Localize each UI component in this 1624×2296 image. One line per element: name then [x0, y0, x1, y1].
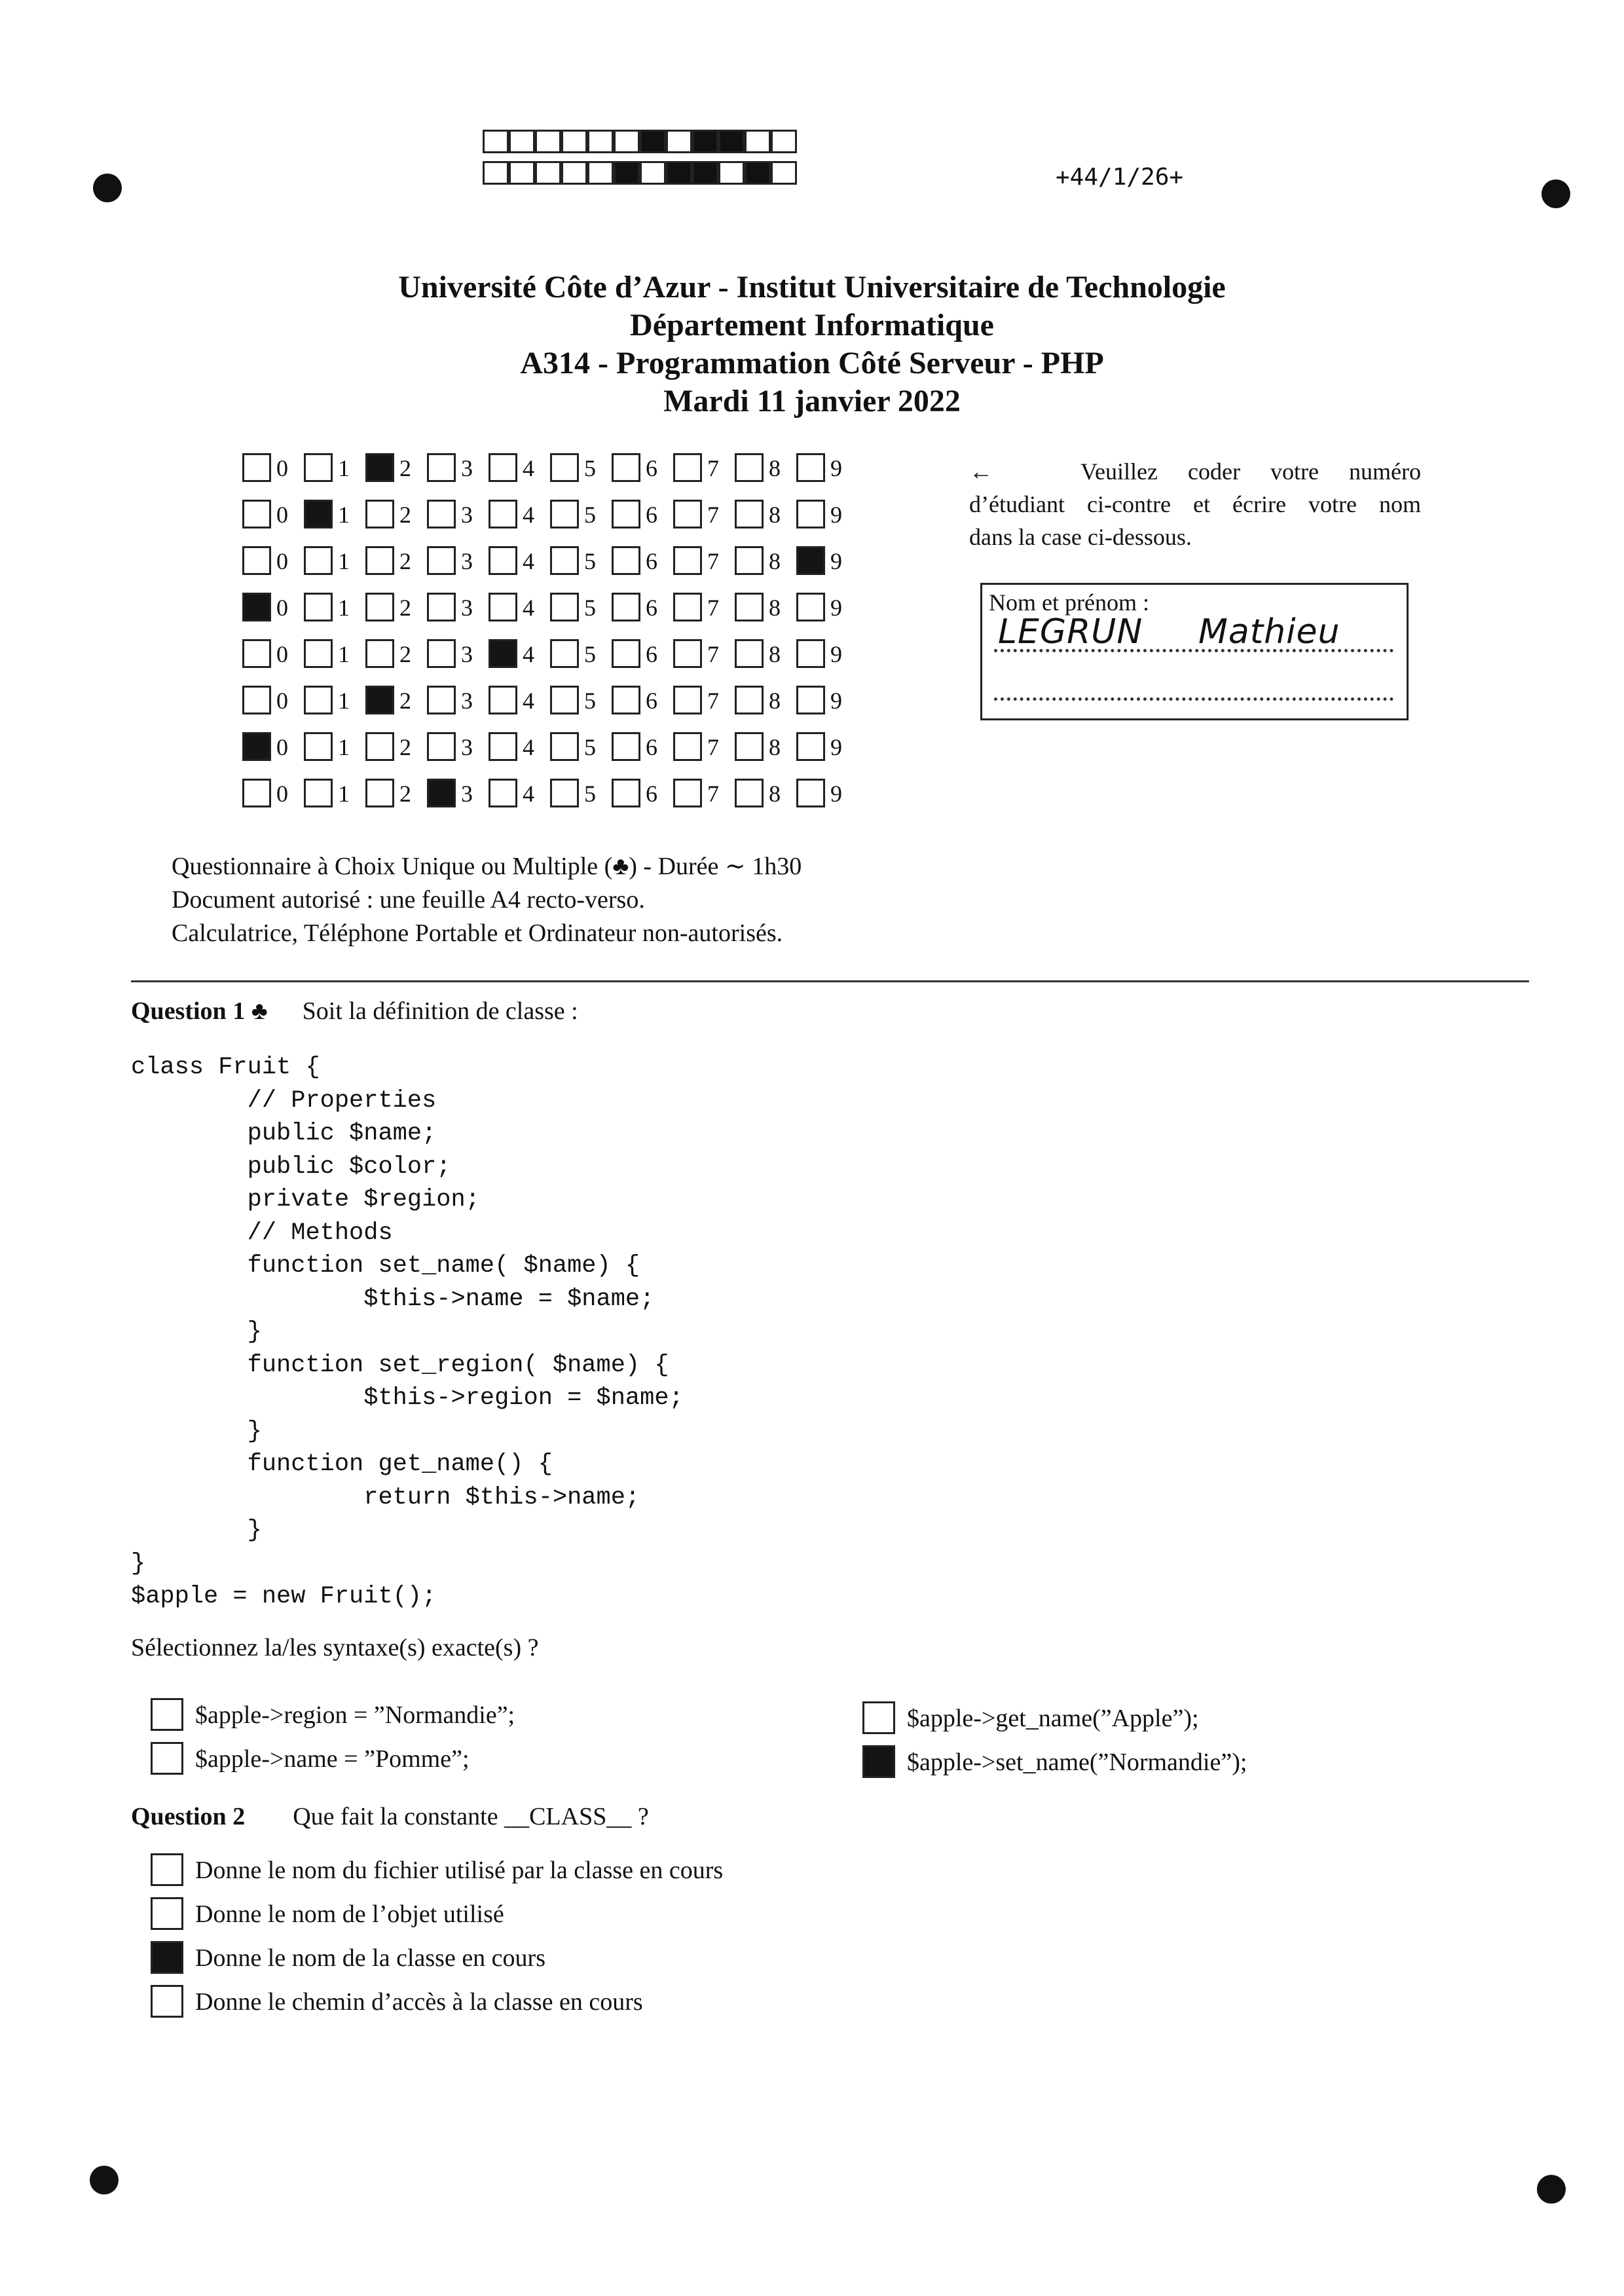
digit-label: 6 — [646, 502, 657, 528]
barcode-cell — [745, 130, 771, 153]
registration-mark-bottom-right — [1537, 2175, 1566, 2204]
barcode-cell — [561, 130, 587, 153]
digit-label: 7 — [707, 734, 719, 760]
question-1-code: class Fruit { // Properties public $name; public $color; private $region; // Methods function set_name( $name) { $this->name = $name; } function set_region( $name) { $this->region = $name; } function get_name() { return $this->name; } } $apple = new Fruit(); — [131, 1054, 684, 1610]
digit-label: 4 — [523, 502, 534, 528]
digit-checkbox[interactable] — [550, 639, 579, 668]
digit-checkbox[interactable] — [242, 546, 271, 575]
digit-checkbox[interactable] — [427, 453, 456, 482]
digit-checkbox[interactable] — [242, 593, 271, 621]
digit-checkbox[interactable] — [673, 779, 702, 807]
digit-checkbox[interactable] — [304, 686, 333, 714]
digit-label: 4 — [523, 455, 534, 481]
digit-checkbox[interactable] — [242, 732, 271, 761]
digit-label: 3 — [461, 502, 473, 528]
digit-checkbox[interactable] — [673, 593, 702, 621]
question-1-text: Soit la définition de classe : — [302, 997, 578, 1025]
digit-label: 2 — [399, 548, 411, 574]
digit-label: 1 — [338, 502, 350, 528]
digit-label: 5 — [584, 641, 596, 667]
digit-label: 5 — [584, 781, 596, 807]
digit-checkbox[interactable] — [550, 732, 579, 761]
digit-label: 3 — [461, 734, 473, 760]
digit-checkbox[interactable] — [735, 453, 764, 482]
checkbox[interactable] — [151, 1853, 183, 1886]
barcode-cell — [483, 161, 509, 185]
answer-text: Donne le chemin d’accès à la classe en cours — [195, 1988, 643, 2016]
barcode-cell — [718, 161, 745, 185]
barcode-cell — [692, 161, 718, 185]
digit-label: 9 — [830, 595, 842, 621]
digit-label: 9 — [830, 734, 842, 760]
digit-label: 2 — [399, 455, 411, 481]
checkbox[interactable] — [151, 1698, 183, 1731]
checkbox[interactable] — [862, 1701, 895, 1734]
digit-checkbox[interactable] — [550, 593, 579, 621]
exam-date: Mardi 11 janvier 2022 — [663, 384, 961, 418]
handwritten-surname: LEGRUN — [998, 612, 1143, 652]
checkbox[interactable] — [151, 1985, 183, 2018]
digit-checkbox[interactable] — [673, 546, 702, 575]
digit-checkbox[interactable] — [796, 546, 825, 575]
registration-mark-bottom-left — [90, 2166, 119, 2194]
barcode-cell — [535, 161, 561, 185]
barcode-cell — [587, 130, 614, 153]
digit-label: 2 — [399, 502, 411, 528]
digit-checkbox[interactable] — [489, 500, 517, 528]
digit-label: 8 — [769, 548, 781, 574]
digit-label: 3 — [461, 688, 473, 714]
digit-checkbox[interactable] — [427, 593, 456, 621]
digit-checkbox[interactable] — [735, 686, 764, 714]
digit-checkbox[interactable] — [796, 639, 825, 668]
digit-checkbox[interactable] — [550, 779, 579, 807]
registration-mark-top-right — [1541, 179, 1570, 208]
digit-label: 2 — [399, 641, 411, 667]
digit-label: 9 — [830, 455, 842, 481]
digit-label: 3 — [461, 781, 473, 807]
checkbox[interactable] — [151, 1742, 183, 1775]
answer-text: Donne le nom de la classe en cours — [195, 1944, 545, 1972]
name-dotted-line-2 — [994, 697, 1393, 701]
digit-checkbox[interactable] — [304, 593, 333, 621]
digit-label: 6 — [646, 548, 657, 574]
digit-checkbox[interactable] — [304, 732, 333, 761]
digit-checkbox[interactable] — [365, 546, 394, 575]
digit-checkbox[interactable] — [612, 500, 640, 528]
digit-label: 5 — [584, 502, 596, 528]
exam-info — [172, 850, 802, 950]
digit-checkbox[interactable] — [365, 500, 394, 528]
digit-label: 2 — [399, 595, 411, 621]
digit-label: 7 — [707, 502, 719, 528]
instructions — [969, 455, 1421, 553]
digit-label: 7 — [707, 688, 719, 714]
digit-label: 4 — [523, 548, 534, 574]
digit-checkbox[interactable] — [304, 453, 333, 482]
digit-label: 5 — [584, 595, 596, 621]
name-box[interactable] — [980, 583, 1409, 720]
question-2-header — [131, 1802, 649, 1831]
digit-checkbox[interactable] — [242, 779, 271, 807]
digit-label: 6 — [646, 641, 657, 667]
digit-checkbox[interactable] — [735, 639, 764, 668]
course-title: A314 - Programmation Côté Serveur - PHP — [520, 346, 1104, 380]
digit-checkbox[interactable] — [796, 453, 825, 482]
digit-checkbox[interactable] — [673, 453, 702, 482]
barcode-cell — [509, 130, 535, 153]
checkbox[interactable] — [151, 1941, 183, 1974]
digit-label: 7 — [707, 595, 719, 621]
digit-label: 1 — [338, 641, 350, 667]
digit-checkbox[interactable] — [427, 686, 456, 714]
digit-label: 0 — [276, 734, 288, 760]
answer-text: Donne le nom du fichier utilisé par la classe en cours — [195, 1857, 724, 1884]
digit-label: 1 — [338, 455, 350, 481]
checkbox[interactable] — [862, 1745, 895, 1778]
digit-label: 0 — [276, 455, 288, 481]
digit-label: 5 — [584, 688, 596, 714]
barcode-cell — [509, 161, 535, 185]
answer-text: $apple->region = ”Normandie”; — [195, 1701, 515, 1729]
digit-checkbox[interactable] — [796, 500, 825, 528]
digit-label: 9 — [830, 688, 842, 714]
digit-checkbox[interactable] — [550, 453, 579, 482]
digit-checkbox[interactable] — [489, 593, 517, 621]
name-box-label: Nom et prénom : — [989, 589, 1149, 616]
digit-checkbox[interactable] — [489, 686, 517, 714]
digit-label: 9 — [830, 502, 842, 528]
digit-checkbox[interactable] — [427, 779, 456, 807]
digit-label: 7 — [707, 548, 719, 574]
digit-label: 0 — [276, 502, 288, 528]
instructions-line-2: d’étudiant ci-contre et écrire votre nom — [969, 491, 1421, 517]
digit-label: 0 — [276, 595, 288, 621]
digit-label: 6 — [646, 595, 657, 621]
digit-label: 0 — [276, 781, 288, 807]
barcode-cell — [718, 130, 745, 153]
digit-checkbox[interactable] — [304, 500, 333, 528]
digit-checkbox[interactable] — [427, 639, 456, 668]
department-title: Département Informatique — [630, 308, 994, 343]
barcode-cell — [614, 161, 640, 185]
answer-text: $apple->name = ”Pomme”; — [195, 1745, 470, 1773]
question-1-prompt: Sélectionnez la/les syntaxe(s) exacte(s) ? — [131, 1634, 539, 1661]
handwritten-firstname: Mathieu — [1198, 612, 1340, 652]
digit-checkbox[interactable] — [242, 453, 271, 482]
digit-label: 1 — [338, 688, 350, 714]
digit-checkbox[interactable] — [796, 732, 825, 761]
left-arrow-icon: ← — [969, 458, 993, 485]
digit-label: 0 — [276, 688, 288, 714]
digit-checkbox[interactable] — [612, 453, 640, 482]
digit-checkbox[interactable] — [489, 639, 517, 668]
digit-label: 6 — [646, 455, 657, 481]
barcode-cell — [640, 130, 666, 153]
digit-label: 9 — [830, 641, 842, 667]
digit-label: 6 — [646, 688, 657, 714]
digit-checkbox[interactable] — [550, 546, 579, 575]
digit-label: 8 — [769, 688, 781, 714]
digit-checkbox[interactable] — [242, 500, 271, 528]
digit-label: 4 — [523, 641, 534, 667]
digit-checkbox[interactable] — [489, 546, 517, 575]
digit-checkbox[interactable] — [427, 500, 456, 528]
digit-label: 1 — [338, 781, 350, 807]
digit-label: 6 — [646, 781, 657, 807]
digit-checkbox[interactable] — [612, 639, 640, 668]
barcode-cell — [535, 130, 561, 153]
barcode-cell — [771, 161, 797, 185]
question-1-header — [131, 997, 578, 1026]
digit-label: 2 — [399, 688, 411, 714]
digit-checkbox[interactable] — [796, 779, 825, 807]
digit-checkbox[interactable] — [673, 686, 702, 714]
digit-checkbox[interactable] — [242, 639, 271, 668]
barcode-cell — [745, 161, 771, 185]
instructions-line-3: dans la case ci-dessous. — [969, 524, 1192, 550]
digit-label: 4 — [523, 688, 534, 714]
digit-label: 3 — [461, 595, 473, 621]
digit-checkbox[interactable] — [673, 732, 702, 761]
registration-mark-top-left — [93, 174, 122, 202]
digit-checkbox[interactable] — [673, 639, 702, 668]
university-title: Université Côte d’Azur - Institut Universitaire de Technologie — [398, 270, 1226, 305]
digit-checkbox[interactable] — [489, 453, 517, 482]
section-divider — [131, 980, 1529, 982]
digit-checkbox[interactable] — [796, 686, 825, 714]
digit-checkbox[interactable] — [612, 732, 640, 761]
digit-checkbox[interactable] — [735, 500, 764, 528]
digit-label: 3 — [461, 548, 473, 574]
question-2-label: Question 2 — [131, 1803, 246, 1830]
digit-checkbox[interactable] — [489, 779, 517, 807]
digit-label: 5 — [584, 455, 596, 481]
instructions-line-1: Veuillez coder votre numéro — [1080, 458, 1421, 485]
barcode-cell — [666, 130, 692, 153]
answer-text: Donne le nom de l’objet utilisé — [195, 1900, 504, 1928]
digit-checkbox[interactable] — [304, 639, 333, 668]
exam-info-line-2: Document autorisé : une feuille A4 recto-verso. — [172, 886, 645, 914]
digit-label: 0 — [276, 641, 288, 667]
digit-checkbox[interactable] — [427, 732, 456, 761]
digit-label: 4 — [523, 595, 534, 621]
digit-checkbox[interactable] — [735, 732, 764, 761]
digit-label: 1 — [338, 734, 350, 760]
answer-text: $apple->get_name(”Apple”); — [907, 1705, 1199, 1732]
digit-label: 9 — [830, 781, 842, 807]
digit-label: 8 — [769, 781, 781, 807]
checkbox[interactable] — [151, 1897, 183, 1930]
digit-label: 8 — [769, 502, 781, 528]
barcode-cell — [483, 130, 509, 153]
digit-label: 8 — [769, 595, 781, 621]
digit-label: 5 — [584, 548, 596, 574]
digit-checkbox[interactable] — [550, 686, 579, 714]
digit-label: 8 — [769, 641, 781, 667]
digit-label: 9 — [830, 548, 842, 574]
digit-checkbox[interactable] — [735, 779, 764, 807]
exam-info-line-1: Questionnaire à Choix Unique ou Multiple (♣) - Durée ∼ 1h30 — [172, 853, 802, 880]
digit-checkbox[interactable] — [612, 546, 640, 575]
question-1-label: Question 1 ♣ — [131, 997, 268, 1025]
digit-checkbox[interactable] — [365, 593, 394, 621]
digit-checkbox[interactable] — [612, 593, 640, 621]
digit-checkbox[interactable] — [612, 686, 640, 714]
digit-label: 2 — [399, 734, 411, 760]
barcode-cell — [771, 130, 797, 153]
barcode-cell — [561, 161, 587, 185]
digit-checkbox[interactable] — [489, 732, 517, 761]
digit-checkbox[interactable] — [612, 779, 640, 807]
digit-checkbox[interactable] — [550, 500, 579, 528]
digit-checkbox[interactable] — [365, 453, 394, 482]
digit-label: 3 — [461, 455, 473, 481]
digit-checkbox[interactable] — [365, 686, 394, 714]
digit-checkbox[interactable] — [735, 593, 764, 621]
barcode-cell — [692, 130, 718, 153]
digit-label: 4 — [523, 734, 534, 760]
digit-label: 7 — [707, 641, 719, 667]
digit-checkbox[interactable] — [365, 732, 394, 761]
exam-info-line-3: Calculatrice, Téléphone Portable et Ordinateur non-autorisés. — [172, 919, 783, 947]
barcode-cell — [640, 161, 666, 185]
digit-label: 7 — [707, 455, 719, 481]
digit-label: 3 — [461, 641, 473, 667]
digit-label: 5 — [584, 734, 596, 760]
digit-label: 2 — [399, 781, 411, 807]
digit-checkbox[interactable] — [365, 779, 394, 807]
digit-label: 4 — [523, 781, 534, 807]
barcode-cell — [666, 161, 692, 185]
digit-label: 0 — [276, 548, 288, 574]
digit-checkbox[interactable] — [427, 546, 456, 575]
page-code: +44/1/26+ — [1056, 164, 1184, 191]
digit-checkbox[interactable] — [304, 546, 333, 575]
digit-checkbox[interactable] — [304, 779, 333, 807]
digit-checkbox[interactable] — [796, 593, 825, 621]
digit-label: 6 — [646, 734, 657, 760]
barcode-cell — [614, 130, 640, 153]
answer-text: $apple->set_name(”Normandie”); — [907, 1749, 1247, 1776]
digit-checkbox[interactable] — [735, 546, 764, 575]
digit-label: 8 — [769, 734, 781, 760]
digit-checkbox[interactable] — [365, 639, 394, 668]
digit-checkbox[interactable] — [673, 500, 702, 528]
question-2-text: Que fait la constante __CLASS__ ? — [293, 1803, 649, 1830]
barcode-cell — [587, 161, 614, 185]
digit-label: 1 — [338, 548, 350, 574]
digit-label: 8 — [769, 455, 781, 481]
digit-checkbox[interactable] — [242, 686, 271, 714]
digit-label: 1 — [338, 595, 350, 621]
digit-label: 7 — [707, 781, 719, 807]
exam-title-block — [0, 268, 1624, 420]
